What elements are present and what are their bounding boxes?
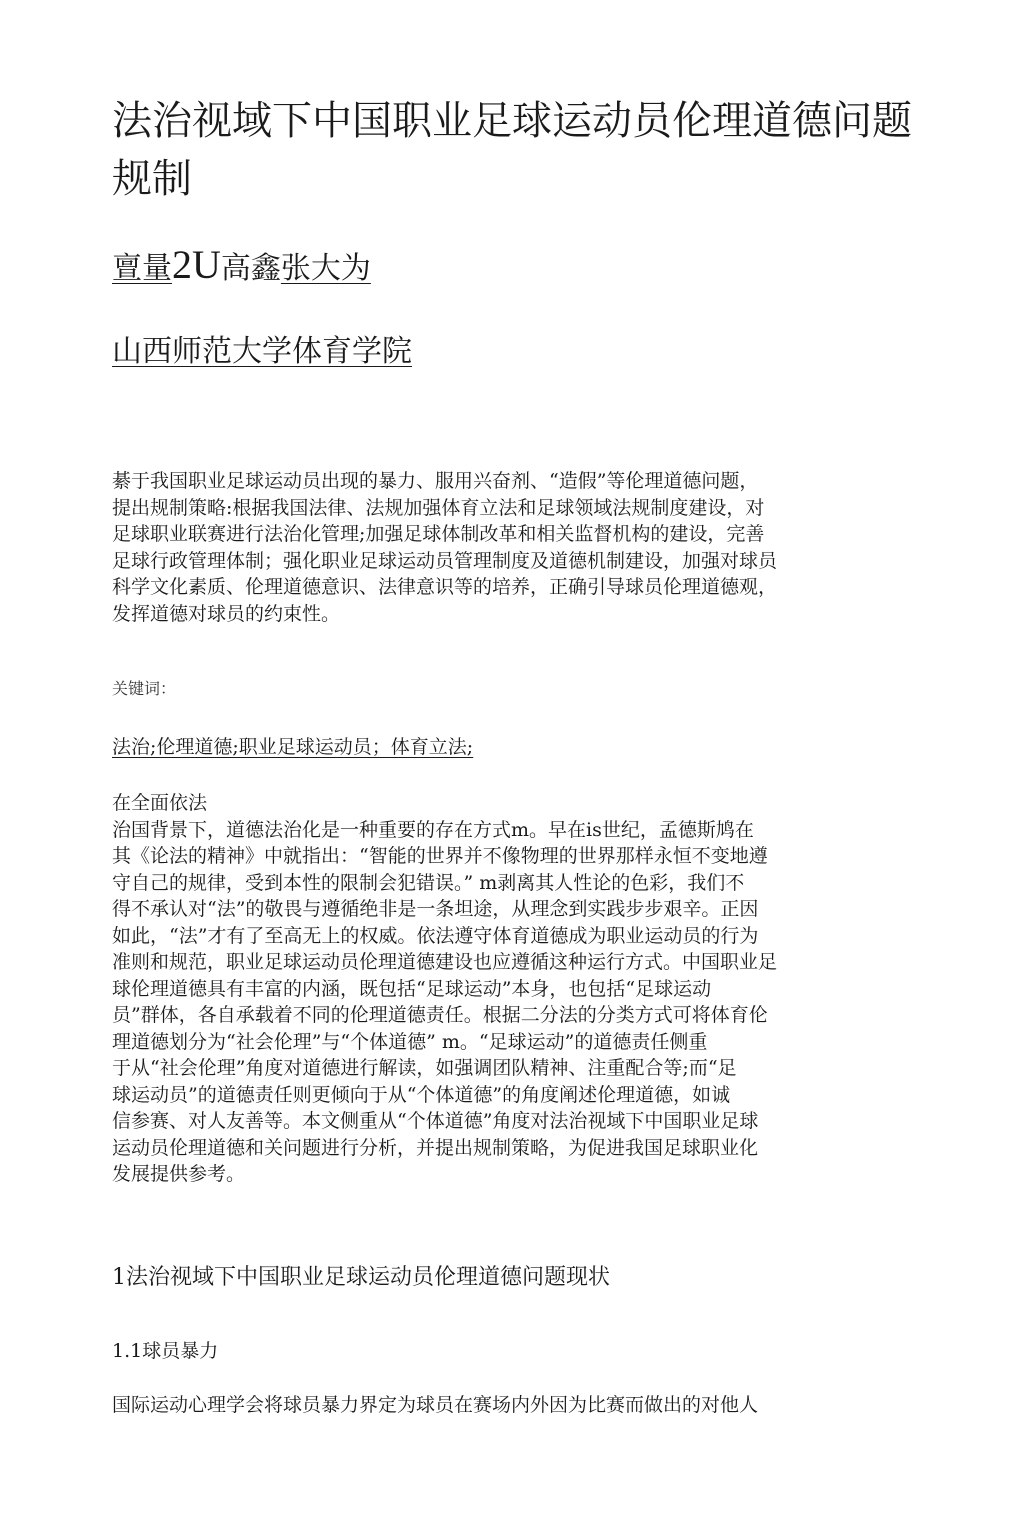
abstract-line: 綦于我国职业足球运动员出现的暴力、服用兴奋剂、“造假”等伦理道德问题， bbox=[112, 470, 759, 492]
intro-line: 理道德划分为“社会伦理”与“个体道德” m。“足球运动”的道德责任侧重 bbox=[112, 1030, 708, 1053]
author-name-2: 高鑫 bbox=[220, 251, 281, 286]
abstract-line: 足球行政管理体制；强化职业足球运动员管理制度及道德机制建设，加强对球员 bbox=[112, 549, 778, 572]
author-name-3: 张大为 bbox=[280, 251, 371, 286]
author-mark: 2U bbox=[172, 242, 221, 287]
abstract-line: 提出规制策略:根据我国法律、法规加强体育立法和足球领域法规制度建设，对 bbox=[112, 496, 765, 519]
introduction-paragraph bbox=[112, 790, 902, 1188]
intro-line: 其《论法的精神》中就指出：“智能的世界并不像物理的世界那样永恒不变地遵 bbox=[112, 845, 768, 867]
paper-title: 法治视域下中国职业足球运动员伦理道德问题规制 bbox=[112, 98, 912, 202]
intro-line: 准则和规范，职业足球运动员伦理道德建设也应遵循这种运行方式。中国职业足 bbox=[112, 951, 778, 973]
intro-line: 球运动员”的道德责任则更倾向于从“个体道德”的角度阐述伦理道德，如诚 bbox=[112, 1083, 731, 1106]
author-line bbox=[112, 240, 371, 294]
intro-line: 于从“社会伦理”角度对道德进行解读，如强调团队精神、注重配合等;而“足 bbox=[112, 1057, 737, 1079]
intro-line: 运动员伦理道德和关问题进行分析，并提出规制策略，为促进我国足球职业化 bbox=[112, 1136, 759, 1159]
intro-line: 球伦理道德具有丰富的内涵，既包括“足球运动”本身，也包括“足球运动 bbox=[112, 977, 712, 1000]
intro-line: 治国背景下，道德法治化是一种重要的存在方式m。早在is世纪，孟德斯鸠在 bbox=[112, 818, 754, 841]
intro-line: 发展提供参考。 bbox=[112, 1163, 246, 1185]
intro-line: 员”群体，各自承载着不同的伦理道德责任。根据二分法的分类方式可将体育伦 bbox=[112, 1004, 768, 1026]
abstract-paragraph bbox=[112, 468, 902, 627]
keywords-label: 关键词： bbox=[112, 679, 177, 698]
body-text-line: 国际运动心理学会将球员暴力界定为球员在赛场内外因为比赛而做出的对他人 bbox=[112, 1394, 759, 1416]
intro-line: 得不承认对“法”的敬畏与遵循绝非是一条坦途，从理念到实践步步艰辛。正因 bbox=[112, 898, 759, 920]
abstract-line: 发挥道德对球员的约束性。 bbox=[112, 602, 341, 625]
subsection-heading: 1.1球员暴力 bbox=[112, 1340, 219, 1362]
abstract-line: 足球职业联赛进行法治化管理;加强足球体制改革和相关监督机构的建设，完善 bbox=[112, 523, 765, 545]
intro-line: 守自己的规律，受到本性的限制会犯错误。” m剥离其人性论的色彩，我们不 bbox=[112, 871, 745, 894]
author-affiliation: 山西师范大学体育学院 bbox=[112, 334, 412, 369]
keywords-list: 法治;伦理道德;职业足球运动员；体育立法; bbox=[112, 736, 474, 758]
section-heading: 1法治视域下中国职业足球运动员伦理道德问题现状 bbox=[112, 1265, 610, 1290]
intro-line: 如此，“法”才有了至高无上的权威。依法遵守体育道德成为职业运动员的行为 bbox=[112, 924, 759, 947]
intro-line: 在全面依法 bbox=[112, 792, 208, 814]
abstract-line: 科学文化素质、伦理道德意识、法律意识等的培养，正确引导球员伦理道德观， bbox=[112, 576, 778, 598]
author-name-1: 亶量 bbox=[112, 251, 172, 286]
intro-line: 信参赛、对人友善等。本文侧重从“个体道德”角度对法治视域下中国职业足球 bbox=[112, 1110, 759, 1132]
